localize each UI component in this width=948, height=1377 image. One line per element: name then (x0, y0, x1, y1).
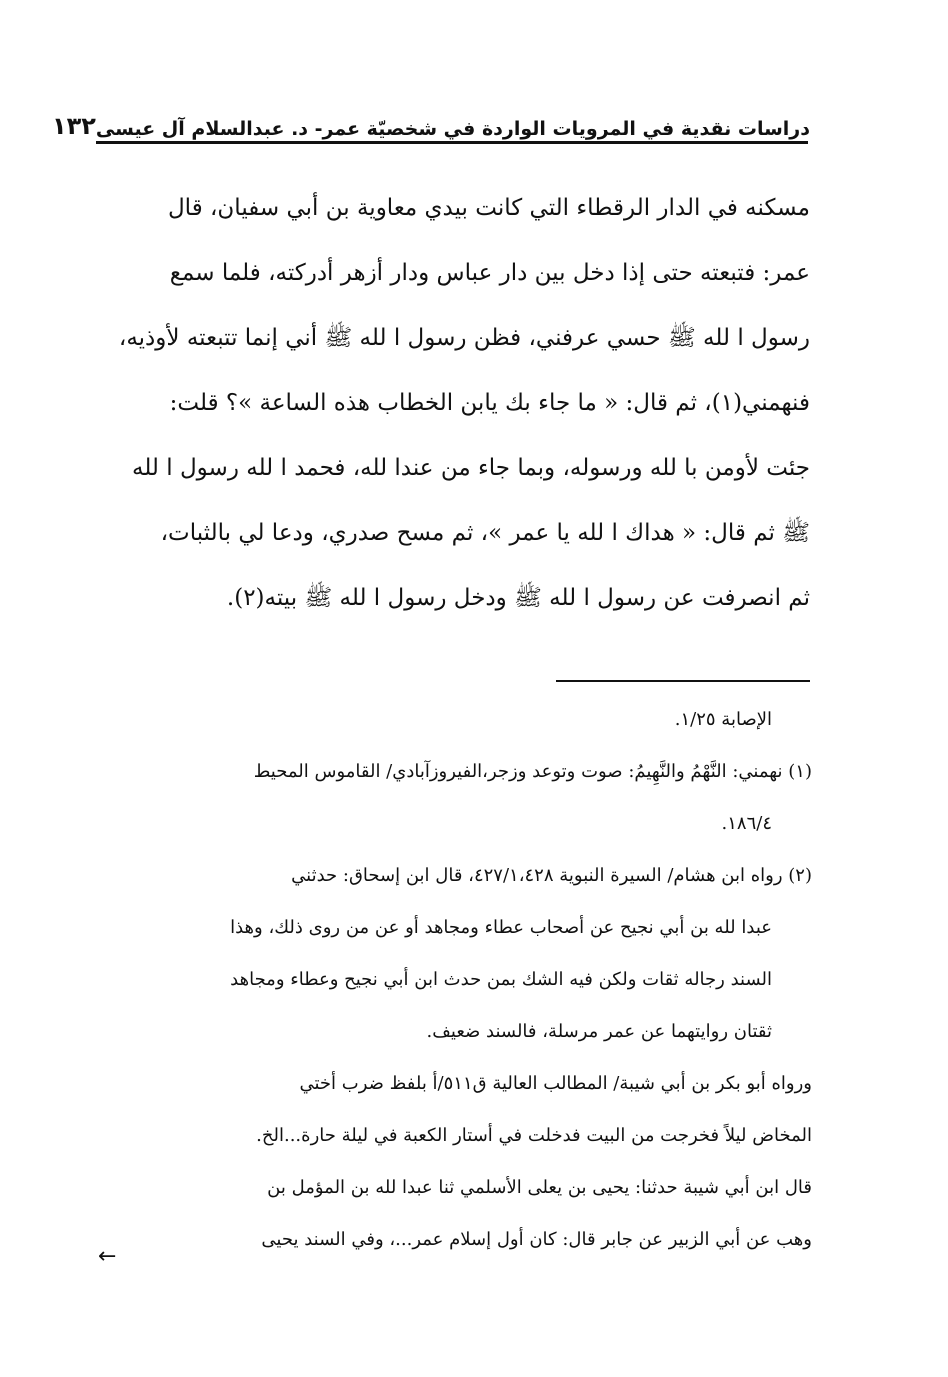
main-body (96, 176, 810, 631)
body-line: مسكنه في الدار الرقطاء التي كانت بيدي معاوية بن أبي سفيان، قال (167, 195, 810, 221)
footnote-line: (٢) رواه ابن هشام/ السيرة النبوية ٤٢٧/١،٤٢٨، قال ابن إسحاق: حدثني (291, 865, 812, 886)
footnote-separator (556, 680, 810, 682)
footnote-line: المخاض ليلاً فخرجت من البيت فدخلت في أستار الكعبة في ليلة حارة...الخ. (256, 1125, 812, 1146)
running-header (51, 100, 810, 140)
footnote-line: ١٨٦/٤. (721, 813, 772, 834)
footnote-line: عبدا لله بن أبي نجيح عن أصحاب عطاء ومجاهد أو عن من روى ذلك، وهذا (230, 917, 772, 938)
footnote-line: الإصابة ١/٢٥. (674, 709, 772, 730)
footnote-line: ثقتان روايتهما عن عمر مرسلة، فالسند ضعيف. (426, 1021, 772, 1042)
footnote-line: السند رجاله ثقات ولكن فيه الشك بمن حدث ابن أبي نجيح وعطاء ومجاهد (230, 969, 772, 990)
body-line: ثم انصرفت عن رسول ا لله ﷺ ودخل رسول ا لله ﷺ بيته(٢). (226, 585, 810, 611)
footnote-line: (١) نهمني: النَّهْمُ والنَّهِيمُ: صوت وتوعد وزجر،الفيروزآبادي/ القاموس المحيط (253, 761, 812, 782)
footnote-line: قال ابن أبي شيبة حدثنا: يحيى بن يعلى الأسلمي ثنا عبدا لله بن المؤمل بن (267, 1177, 812, 1198)
footnote-line: وهب عن أبي الزبير عن جابر قال: كان أول إسلام عمر...، وفي السند يحيى (261, 1229, 812, 1250)
body-line: عمر: فتبعته حتى إذا دخل بين دار عباس ودار أزهر أدركته، فلما سمع (169, 260, 810, 286)
continue-arrow-icon: ← (98, 1244, 117, 1269)
footnotes (96, 694, 812, 1266)
page-number: ١٣٢ (51, 112, 96, 140)
body-line: ﷺ ثم قال: « هداك ا لله يا عمر »، ثم مسح صدري، ودعا لي بالثبات، (160, 520, 810, 546)
body-line: جئت لأومن با لله ورسوله، وبما جاء من عندا لله، فحمد ا لله رسول ا لله (131, 455, 810, 481)
footnote-line: ورواه أبو بكر بن أبي شيبة/ المطالب العالية ق٥١١/أ بلفظ ضرب أختي (299, 1073, 812, 1094)
body-line: رسول ا لله ﷺ حسي عرفني، فظن رسول ا لله ﷺ أني إنما تتبعته لأوذيه، (118, 325, 810, 351)
header-rule (96, 141, 808, 144)
running-title: دراسات نقدية في المرويات الواردة في شخصيّة عمر- د. عبدالسلام آل عيسى (95, 118, 810, 140)
body-line: فنهمني(١)، ثم قال: « ما جاء بك يابن الخطاب هذه الساعة »؟ قلت: (169, 390, 810, 416)
